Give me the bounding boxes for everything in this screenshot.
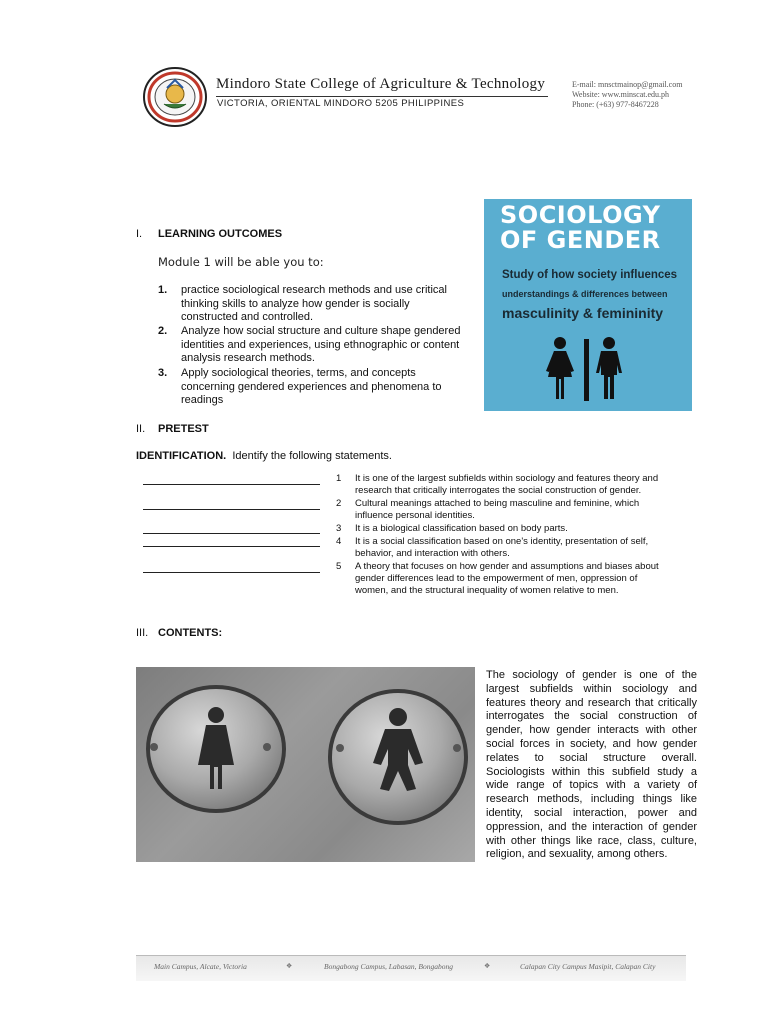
contact-email: E-mail: mnsctmainop@gmail.com <box>572 80 683 89</box>
header-divider <box>216 96 548 97</box>
question-3-text <box>355 523 695 535</box>
footer-campus-main: Main Campus, Alcate, Victoria <box>154 962 247 971</box>
outcome-1-line: practice sociological research methods and use critical <box>181 284 447 296</box>
college-name: Mindoro State College of Agriculture & Technology <box>216 76 546 92</box>
banner-subtitle-2: understandings & differences between <box>502 289 668 299</box>
section-1-number: I. <box>136 228 143 240</box>
question-2-line: influence personal identities. <box>355 510 475 521</box>
outcome-2-text <box>181 325 481 366</box>
question-1-number: 1 <box>336 473 342 484</box>
question-1-line: It is one of the largest subfields within sociology and features theory and <box>355 473 659 484</box>
restroom-signs-photo <box>136 667 475 862</box>
question-3-number: 3 <box>336 523 342 534</box>
answer-blank-1[interactable] <box>143 484 320 485</box>
banner-title-line1: SOCIOLOGY <box>500 201 661 229</box>
question-5-text <box>355 561 695 597</box>
outcome-2-number: 2. <box>158 325 168 337</box>
banner-title <box>500 203 661 253</box>
question-5-line: A theory that focuses on how gender and assumptions and biases about <box>355 561 659 572</box>
outcome-3-line: Apply sociological theories, terms, and concepts <box>181 367 416 379</box>
answer-blank-4[interactable] <box>143 546 320 547</box>
outcome-1-text <box>181 284 481 325</box>
question-3-line: It is a biological classification based on body parts. <box>355 523 568 534</box>
question-2-number: 2 <box>336 498 342 509</box>
module-intro: Module 1 will be able you to: <box>158 255 324 269</box>
banner-title-line2: OF GENDER <box>500 226 661 254</box>
outcome-3-number: 3. <box>158 367 168 379</box>
section-2-number: II. <box>136 423 146 435</box>
outcome-3-line: readings <box>181 394 224 406</box>
question-2-text <box>355 498 695 522</box>
question-5-line: women, and the structural inequality of women relative to men. <box>355 585 619 596</box>
answer-blank-3[interactable] <box>143 533 320 534</box>
section-1-heading: LEARNING OUTCOMES <box>158 228 283 240</box>
college-address: VICTORIA, ORIENTAL MINDORO 5205 PHILIPPINES <box>217 98 465 109</box>
sociology-of-gender-banner <box>484 199 692 411</box>
section-3-number: III. <box>136 627 149 639</box>
question-1-line: research that critically interrogates the social construction of gender. <box>355 485 642 496</box>
contact-phone: Phone: (+63) 977-8467228 <box>572 100 659 109</box>
outcome-1-line: constructed and controlled. <box>181 311 314 323</box>
outcome-2-line: identities and experiences, using ethnographic or content <box>181 338 460 351</box>
question-4-text <box>355 536 695 560</box>
contact-website: Website: www.minscat.edu.ph <box>572 90 670 99</box>
answer-blank-2[interactable] <box>143 509 320 510</box>
banner-subtitle-1: Study of how society influences <box>502 269 678 281</box>
question-2-line: Cultural meanings attached to being masculine and feminine, which <box>355 498 640 509</box>
identification-text: Identify the following statements. <box>232 450 392 462</box>
footer-separator: ❖ <box>286 962 293 970</box>
outcome-2-line: Analyze how social structure and culture shape gendered <box>181 325 461 337</box>
question-5-number: 5 <box>336 561 342 572</box>
banner-subtitle-3: masculinity & femininity <box>502 305 664 321</box>
question-4-line: It is a social classification based on one's identity, presentation of self, <box>355 536 649 547</box>
outcome-1-line: thinking skills to analyze how gender is socially <box>181 297 410 310</box>
outcome-3-text <box>181 367 481 408</box>
outcome-3-line: concerning gendered experiences and phenomena to <box>181 380 442 393</box>
college-seal-logo <box>142 66 208 128</box>
footer-campus-bongabong: Bongabong Campus, Labasan, Bongabong <box>324 962 453 971</box>
contact-block <box>572 80 682 110</box>
identification-instruction <box>136 450 392 462</box>
section-2-heading: PRETEST <box>158 423 209 435</box>
footer-campus-calapan: Calapan City Campus Masipit, Calapan City <box>520 962 656 971</box>
question-5-line: gender differences lead to the empowerment of men, oppression of <box>355 573 638 584</box>
identification-label: IDENTIFICATION. <box>136 450 227 462</box>
question-1-text <box>355 473 695 497</box>
footer-campuses <box>136 955 686 981</box>
outcome-2-line: analysis research methods. <box>181 352 315 364</box>
question-4-number: 4 <box>336 536 342 547</box>
contents-paragraph: The sociology of gender is one of the largest subfields within sociology and features theory and research that critically interrogates the social construction of gender, how gender interacts with other social forces in society, and how gender relates to social structure overall. Sociologists within this subfield study a wide range of topics with a variety of research methods, including things like identity, social interaction, power and oppression, and the interaction of gender with other things like race, class, culture, religion, and sexuality, among others. <box>486 669 697 861</box>
restroom-figures-icon <box>542 335 632 401</box>
outcome-1-number: 1. <box>158 284 168 296</box>
footer-separator: ❖ <box>484 962 491 970</box>
question-4-line: behavior, and interaction with others. <box>355 548 510 559</box>
answer-blank-5[interactable] <box>143 572 320 573</box>
section-3-heading: CONTENTS: <box>158 627 223 639</box>
